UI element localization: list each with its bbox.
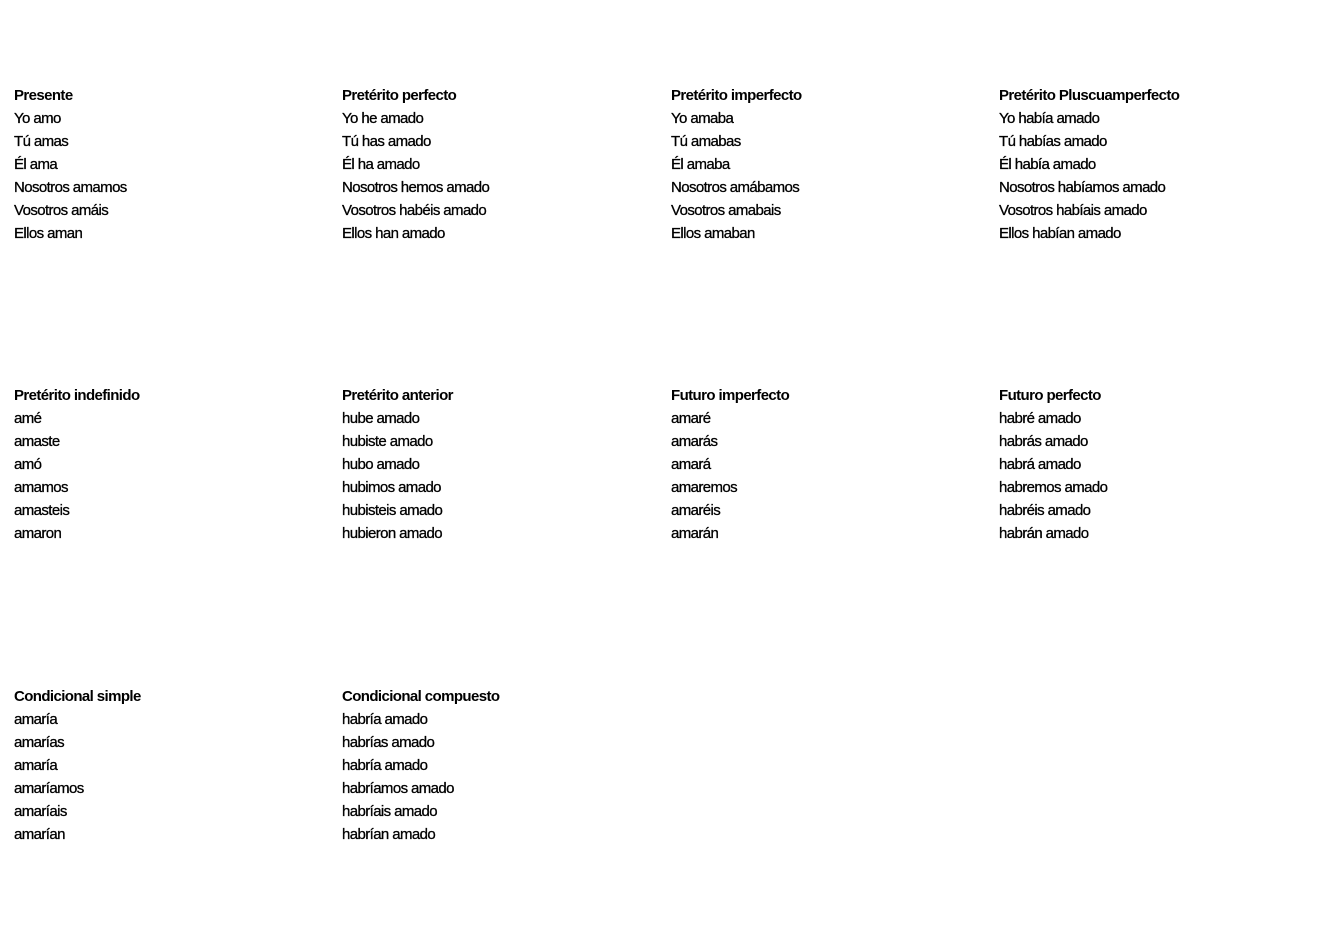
conjugation-line: amarías [14, 734, 64, 751]
conjugation-line: Nosotros habíamos amado [999, 179, 1166, 196]
conjugation-line: Tú habías amado [999, 133, 1107, 150]
conjugation-line: Tú has amado [342, 133, 431, 150]
conjugation-line: amarían [14, 826, 65, 843]
conjugation-line: amó [14, 456, 42, 473]
conjugation-line: Tú amabas [671, 133, 741, 150]
conjugation-line: Nosotros amamos [14, 179, 127, 196]
conjugation-line: amarás [671, 433, 718, 450]
conjugation-line: hubieron amado [342, 525, 443, 542]
tense-title: Pretérito imperfecto [671, 87, 802, 104]
conjugation-line: habríamos amado [342, 780, 454, 797]
tense-title: Condicional simple [14, 688, 141, 705]
conjugation-line: amaste [14, 433, 60, 450]
conjugation-line: Ellos aman [14, 225, 83, 242]
conjugation-line: habría amado [342, 757, 428, 774]
conjugation-line: Vosotros amabais [671, 202, 781, 219]
conjugation-line: habrá amado [999, 456, 1081, 473]
conjugation-line: habrán amado [999, 525, 1089, 542]
conjugation-line: habrías amado [342, 734, 435, 751]
conjugation-line: Yo he amado [342, 110, 424, 127]
conjugation-line: habréis amado [999, 502, 1091, 519]
tense-block [342, 384, 662, 545]
conjugation-line: habrás amado [999, 433, 1088, 450]
conjugation-line: amaron [14, 525, 62, 542]
conjugation-line: hubimos amado [342, 479, 441, 496]
conjugation-line: Vosotros habéis amado [342, 202, 487, 219]
tense-title: Presente [14, 87, 73, 104]
tense-title: Pretérito Pluscuamperfecto [999, 87, 1180, 104]
conjugation-line: hubisteis amado [342, 502, 443, 519]
conjugation-line: Yo amo [14, 110, 61, 127]
conjugation-line: habremos amado [999, 479, 1108, 496]
tense-block [14, 384, 334, 545]
conjugation-line: amé [14, 410, 42, 427]
conjugation-line: amaríais [14, 803, 67, 820]
conjugation-line: amaréis [671, 502, 721, 519]
conjugation-line: habríais amado [342, 803, 437, 820]
conjugation-line: amaría [14, 757, 58, 774]
conjugation-line: hube amado [342, 410, 420, 427]
conjugation-line: amaríamos [14, 780, 84, 797]
conjugation-line: amaremos [671, 479, 738, 496]
tense-title: Pretérito indefinido [14, 387, 140, 404]
conjugation-line: Vosotros habíais amado [999, 202, 1147, 219]
tense-title: Pretérito anterior [342, 387, 453, 404]
tense-title: Pretérito perfecto [342, 87, 457, 104]
tense-block [671, 84, 991, 245]
tense-block [14, 685, 334, 846]
conjugation-line: Él ha amado [342, 156, 420, 173]
conjugation-line: amasteis [14, 502, 70, 519]
tense-block [671, 384, 991, 545]
conjugation-line: habrían amado [342, 826, 436, 843]
conjugation-line: amaré [671, 410, 711, 427]
conjugation-line: Él ama [14, 156, 58, 173]
conjugation-line: Yo había amado [999, 110, 1100, 127]
conjugation-line: Ellos han amado [342, 225, 445, 242]
conjugation-line: Yo amaba [671, 110, 734, 127]
tense-block [342, 84, 662, 245]
conjugation-line: hubiste amado [342, 433, 433, 450]
conjugation-line: amamos [14, 479, 68, 496]
conjugation-line: Ellos amaban [671, 225, 755, 242]
tense-block [342, 685, 662, 846]
conjugation-line: Él había amado [999, 156, 1096, 173]
conjugation-line: Ellos habían amado [999, 225, 1121, 242]
conjugation-line: Tú amas [14, 133, 69, 150]
conjugation-line: amaría [14, 711, 58, 728]
tense-title: Futuro imperfecto [671, 387, 790, 404]
conjugation-line: Nosotros hemos amado [342, 179, 490, 196]
tense-block [999, 84, 1319, 245]
tense-title: Condicional compuesto [342, 688, 500, 705]
conjugation-line: Él amaba [671, 156, 730, 173]
conjugation-line: habré amado [999, 410, 1081, 427]
conjugation-line: amará [671, 456, 711, 473]
tense-block [14, 84, 334, 245]
conjugation-line: Vosotros amáis [14, 202, 109, 219]
tense-title: Futuro perfecto [999, 387, 1101, 404]
conjugation-line: habría amado [342, 711, 428, 728]
conjugation-line: hubo amado [342, 456, 420, 473]
conjugation-line: amarán [671, 525, 719, 542]
conjugation-line: Nosotros amábamos [671, 179, 800, 196]
tense-block [999, 384, 1319, 545]
